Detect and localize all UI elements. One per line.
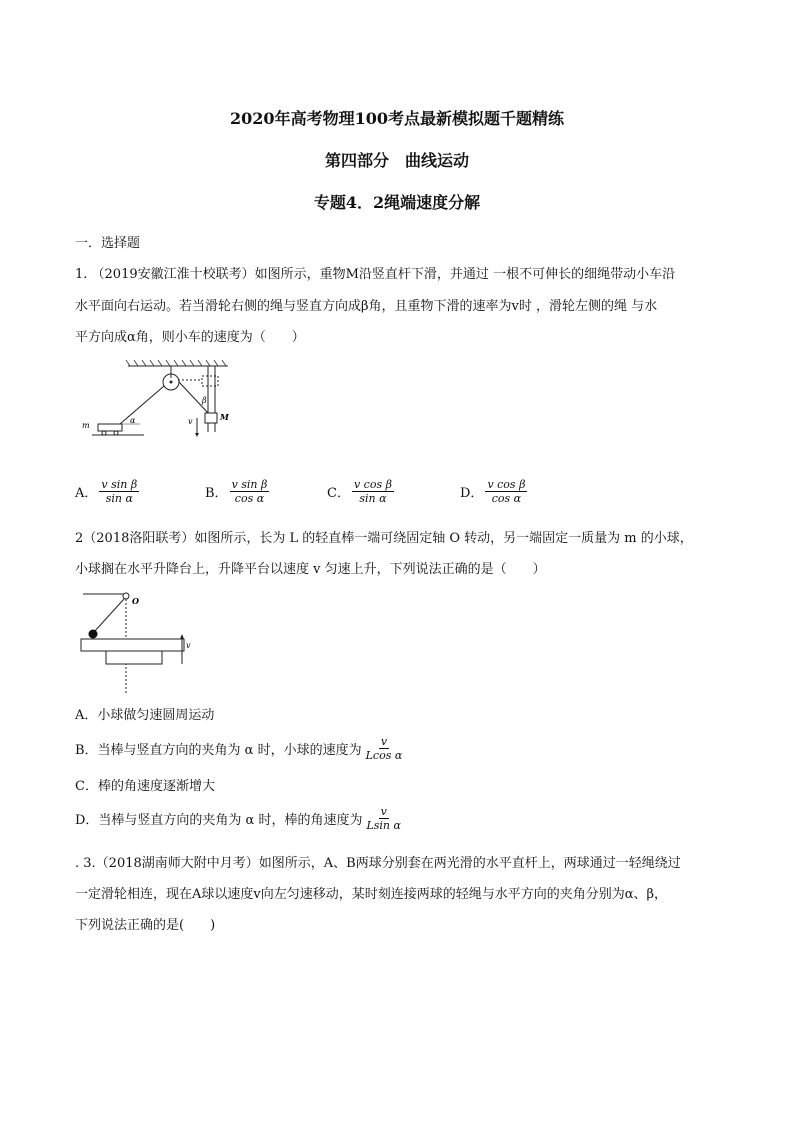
q1-option-d-denominator: cos α [491,492,522,505]
section-heading: 一．选择题 [75,236,141,251]
q1-option-b[interactable] [205,478,271,505]
q1-option-c-numerator: v cos β [353,478,392,491]
q2-text-line2: 小球搁在水平升降台上，升降平台以速度 v 匀速上升，下列说法正确的是（ ） [75,562,546,577]
q1-option-b-fraction [230,478,270,505]
q2-text-line1: 2（2018洛阳联考）如图所示，长为 L 的轻直棒一端可绕固定轴 O 转动，另一端固定一质量为 m 的小球， [75,531,693,546]
q1-label-M: M [220,412,229,422]
q2-option-a[interactable]: A．小球做匀速圆周运动 [75,708,215,723]
q2-label-o: O [132,596,139,606]
q1-option-a-numerator: v sin β [101,478,138,491]
q1-option-c[interactable] [327,478,396,505]
q1-label-v: v [188,417,193,426]
q2-option-d[interactable] [75,805,405,832]
q2-option-d-numerator: v [380,805,387,818]
q2-option-b-numerator: v [380,735,388,748]
q1-option-c-denominator: sin α [359,492,387,505]
document-title: 2020年高考物理100考点最新模拟题千题精练 [230,109,564,128]
q1-text-line3: 平方向成α角，则小车的速度为（ ） [75,330,305,345]
q1-option-c-fraction [352,478,394,505]
topic-title: 专题4．2绳端速度分解 [313,193,481,212]
q1-label-alpha: α [130,416,136,425]
q1-option-b-denominator: cos α [234,492,265,505]
q1-option-b-label: B． [205,486,228,501]
q1-option-a-fraction [99,478,139,505]
q1-option-a-denominator: sin α [105,492,133,505]
q1-label-beta: β [202,396,207,405]
q2-option-b-fraction [364,735,405,762]
q3-text-line3: 下列说法正确的是( ) [75,918,216,933]
q1-option-d-label: D． [460,486,484,501]
q1-label-m: m [82,421,90,430]
part-title: 第四部分 曲线运动 [324,151,469,170]
q2-option-b[interactable] [75,735,406,762]
q1-text-line1: 1. （2019安徽江淮十校联考）如图所示，重物M沿竖直杆下滑，并通过 一根不可伸长的细绳带动小车沿 [75,267,676,282]
q1-option-b-numerator: v sin β [231,478,268,491]
q2-option-b-text: B．当棒与竖直方向的夹角为 α 时，小球的速度为 [75,743,362,758]
q1-option-c-label: C． [327,486,350,501]
q2-label-v: v [186,641,191,650]
q2-option-c[interactable]: C．棒的角速度逐渐增大 [75,779,215,794]
q2-rod-figure [78,588,208,694]
q1-pulley-figure [78,358,238,438]
q3-text-line1: . 3.（2018湖南师大附中月考）如图所示，A、B两球分别套在两光滑的水平直杆上，两球通过一轻绳绕过 [75,856,681,871]
q1-option-d[interactable] [460,478,529,505]
q2-option-d-text: D．当棒与竖直方向的夹角为 α 时，棒的角速度为 [75,813,363,828]
q1-text-line2: 水平面向右运动。若当滑轮右侧的绳与竖直方向成β角，且重物下滑的速率为v时 ，滑轮左侧的绳 与水 [75,299,658,314]
q1-option-a-label: A． [75,486,98,501]
q1-option-d-numerator: v cos β [487,478,526,491]
q1-option-a[interactable] [75,478,141,505]
q1-option-d-fraction [485,478,527,505]
q2-option-d-fraction [364,805,402,832]
q3-text-line2: 一定滑轮相连，现在A球以速度v向左匀速移动，某时刻连接两球的轻绳与水平方向的夹角分别为α、β， [75,887,668,902]
q2-option-b-denominator: Lcos α [365,749,403,762]
q2-option-d-denominator: Lsin α [366,819,401,832]
